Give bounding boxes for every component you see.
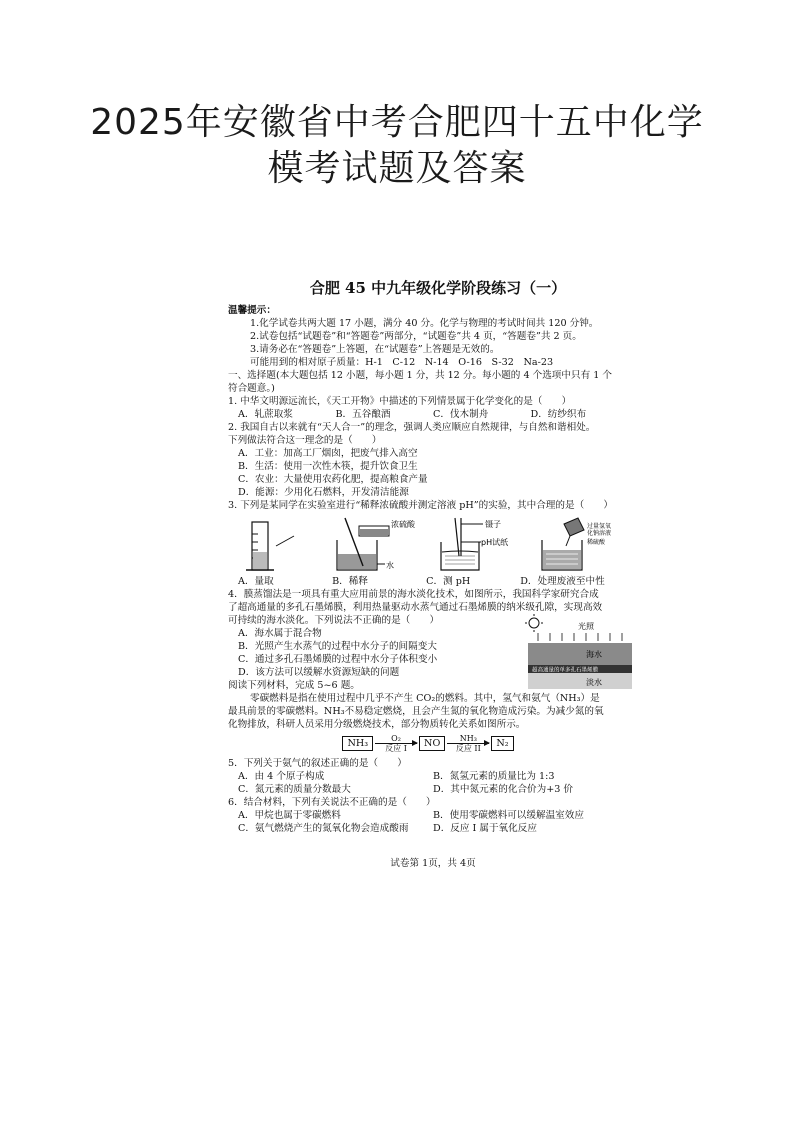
conc-acid-label: 浓硫酸 [391,520,416,529]
question-6-options-row2 [228,822,628,835]
option-c: C．伐木制舟 [433,409,489,420]
ph-test-figure [435,516,525,574]
option-a: A．工业：加高工厂烟囱，把废气排入高空 [238,448,418,459]
arrow-right-icon [375,743,417,744]
scheme-middle-box: NO [419,736,445,751]
water-label: 水 [386,561,395,570]
question-3-figures [228,516,628,574]
question-4-stem: 4．膜蒸馏法是一项具有重大应用前景的海水淡化技术，如图所示，我国科学家研究合成 [228,589,599,600]
scheme-end-box: N₂ [491,736,513,751]
option-d: D．能源：少用化石燃料，开发清洁能源 [238,487,409,498]
option-b: B．五谷酿酒 [335,409,391,420]
atomic-mass-line: 可能用到的相对原子质量：H-1 C-12 N-14 O-16 S-32 Na-23 [250,357,554,368]
option-a: A．海水属于混合物 [238,628,322,639]
question-5-options-row2 [228,783,628,796]
option-b: B．生活：使用一次性木筷，提升饮食卫生 [238,461,418,472]
tips-heading: 温馨提示： [228,305,276,316]
waste-disposal-figure [538,516,628,574]
question-2-stem: 2. 我国自古以来就有“天人合一”的理念，强调人类应顺应自然规律，与自然和谐相处。 [228,422,596,433]
material-paragraph-cont: 化物排放，科研人员采用分级燃烧技术，部分物质转化关系如图所示。 [228,719,526,730]
option-c: C．氨气燃烧产生的氮氧化物会造成酸雨 [238,823,409,834]
tweezers-label: 镊子 [484,520,501,529]
tip-line: 3.请务必在“答题卷”上答题，在“试题卷”上答题是无效的。 [250,344,500,355]
seawater-label: 海水 [586,650,602,659]
arrow-right-icon [447,743,489,744]
material-paragraph: 零碳燃料是指在使用过程中几乎不产生 CO₂的燃料。其中，氢气和氨气（NH₃）是 [250,693,600,704]
question-2-stem-cont: 下列做法符合这一理念的是（ ） [228,435,382,446]
membrane-label: 超高通量的单多孔石墨烯膜 [532,667,599,674]
option-b: B．稀释 [332,576,368,587]
page-footer: 试卷第 1页，共 4页 [390,858,476,869]
scheme-step-2: 反应 II [455,744,481,753]
option-a: A．轧蔗取浆 [238,409,293,420]
question-1-stem: 1. 中华文明源远流长，《天工开物》中描述的下列情景属于化学变化的是（ ） [228,396,572,407]
question-4-stem-cont: 了超高通量的多孔石墨烯膜，利用热量驱动水蒸气通过石墨烯膜的纳米级孔隙，实现高效 [228,602,603,613]
graduated-cylinder-figure [228,516,318,574]
question-4-stem-cont: 可持续的海水淡化。下列说法不正确的是（ ） [228,615,440,626]
option-d: D．该方法可以缓解水资源短缺的问题 [238,667,400,678]
tip-line: 1.化学试卷共两大题 17 小题，满分 40 分。化学与物理的考试时间共 120 分钟。 [250,318,599,329]
option-c: C．测 pH [426,576,471,587]
exam-sheet [228,279,628,870]
option-c: C．农业：大量使用农药化肥，提高粮食产量 [238,474,428,485]
option-d: D．纺纱织布 [530,409,587,420]
question-6-stem: 6．结合材料，下列有关说法不正确的是（ ） [228,797,436,808]
question-3-stem: 3. 下列是某同学在实验室进行“稀释浓硫酸并测定溶液 pH”的实验，其中合理的是（ ） [228,500,613,511]
question-5-options-row1 [228,770,628,783]
scheme-step-1: 反应 I [385,744,407,753]
material-intro: 阅读下列材料，完成 5~6 题。 [228,680,360,691]
option-a: A．甲烷也属于零碳燃料 [238,810,341,821]
question-5-stem: 5．下列关于氨气的叙述正确的是（ ） [228,758,407,769]
scheme-start-box: NH₃ [342,736,373,751]
waste-label-1: 过量氢氧 [586,523,611,530]
option-c: C．氮元素的质量分数最大 [238,784,351,795]
scheme-reagent-1: O₂ [391,734,401,743]
membrane-distillation-figure [524,613,636,701]
sun-icon [525,614,543,632]
scheme-arrow-1 [375,734,417,753]
option-a: A．由 4 个原子构成 [238,771,325,782]
document-title-line1: 2025年安徽省中考合肥四十五中化学 [90,102,704,143]
waste-label-2: 化钠溶液 [586,530,611,537]
option-c: C．通过多孔石墨烯膜的过程中水分子体积变小 [238,654,438,665]
scheme-reagent-2: NH₃ [459,734,477,743]
material-paragraph-cont: 最具前景的零碳燃料。NH₃不易稳定燃烧，且会产生氮的氧化物造成污染。为减少氮的氧 [228,706,604,717]
ph-paper-label: pH试纸 [480,538,508,547]
question-3-options [228,575,628,588]
option-b: B．氮氢元素的质量比为 1:3 [433,771,555,782]
question-1-options [228,408,628,421]
sheet-title: 合肥 45 中九年级化学阶段练习（一） [309,279,567,297]
waste-label-3: 稀硫酸 [586,539,605,546]
option-a: A．量取 [238,576,274,587]
section-heading-cont: 符合题意。) [228,383,275,394]
option-b: B．使用零碳燃料可以缓解温室效应 [433,810,584,821]
scheme-arrow-2 [447,734,489,753]
tip-line: 2.试卷包括“试题卷”和“答题卷”两部分，“试题卷”共 4 页，“答题卷”共 2 页。 [250,331,582,342]
dilution-figure [331,516,421,574]
reaction-scheme [228,734,628,753]
section-heading: 一、选择题(本大题包括 12 小题，每小题 1 分，共 12 分。每小题的 4 个选项中只有 1 个 [228,370,612,381]
light-label: 光照 [578,622,594,631]
question-6-options-row1 [228,809,628,822]
freshwater-label: 淡水 [586,678,602,687]
document-title-line2: 模考试题及答案 [267,148,527,189]
option-d: D．其中氮元素的化合价为+3 价 [433,784,574,795]
option-d: D．反应 I 属于氧化反应 [433,823,537,834]
option-d: D．处理废液至中性 [520,576,605,587]
option-b: B．光照产生水蒸气的过程中水分子的间隔变大 [238,641,437,652]
